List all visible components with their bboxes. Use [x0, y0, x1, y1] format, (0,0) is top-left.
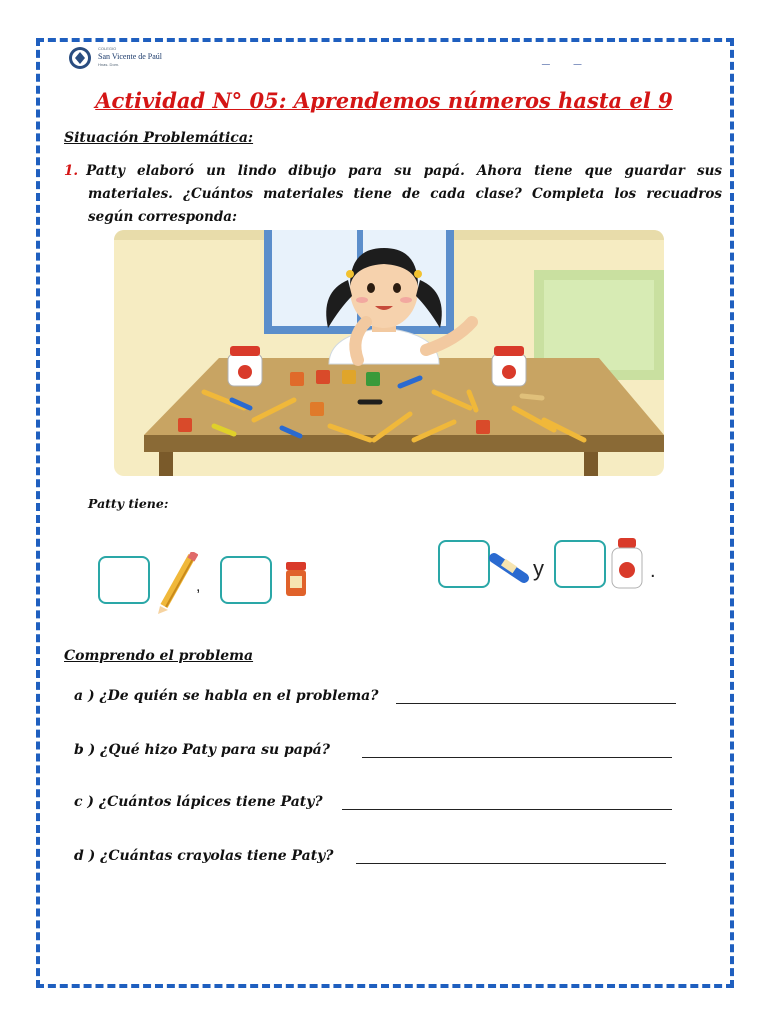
header-marks: _ _ — [542, 50, 592, 66]
question-a-text: ¿De quién se habla en el problema? — [99, 688, 379, 704]
glue-bottle-icon — [610, 538, 644, 590]
question-1-number: 1. — [64, 163, 79, 179]
question-c-label: c ) — [74, 794, 95, 810]
school-top: COLEGIO — [98, 46, 117, 51]
school-name: San Vicente de Paúl — [98, 52, 163, 61]
girl-at-table-illustration — [114, 230, 664, 476]
crayon-icon — [488, 552, 532, 586]
question-d — [74, 848, 684, 864]
answer-line-d[interactable] — [356, 848, 666, 864]
answer-box-pencils[interactable] — [98, 556, 150, 604]
question-b — [74, 742, 684, 758]
school-seal-icon — [68, 46, 92, 70]
answer-line-a[interactable] — [396, 688, 676, 704]
question-1-line3: según corresponda: — [88, 209, 238, 225]
question-1-line1: Patty elaboró un lindo dibujo para su papá. Ahora tiene que guardar sus — [86, 163, 722, 179]
situation-heading: Situación Problemática: — [64, 130, 254, 146]
question-b-label: b ) — [74, 742, 96, 758]
answer-row-end: . — [650, 560, 656, 582]
question-b-text: ¿Qué hizo Paty para su papá? — [100, 742, 330, 758]
school-subtitle: Hnas. Dom. — [98, 62, 120, 67]
paint-jar-icon — [284, 562, 308, 598]
connector-y: y — [533, 556, 544, 581]
answer-box-glue[interactable] — [554, 540, 606, 588]
pencil-icon — [156, 552, 201, 614]
question-a — [74, 688, 684, 704]
question-d-text: ¿Cuántas crayolas tiene Paty? — [100, 848, 334, 864]
question-c — [74, 794, 684, 810]
patty-label: Patty tiene: — [88, 496, 169, 511]
page-title: Actividad N° 05: Aprendemos números hasta el 9 — [95, 88, 673, 113]
question-1-line2: materiales. ¿Cuántos materiales tiene de cada clase? Completa los recuadros — [88, 186, 722, 202]
school-logo — [68, 46, 208, 72]
question-c-text: ¿Cuántos lápices tiene Paty? — [98, 794, 323, 810]
answer-box-crayons[interactable] — [438, 540, 490, 588]
separator-comma: , — [196, 578, 201, 595]
answer-line-b[interactable] — [362, 742, 672, 758]
answer-line-c[interactable] — [342, 794, 672, 810]
answer-box-paints[interactable] — [220, 556, 272, 604]
comprehension-heading: Comprendo el problema — [64, 648, 254, 664]
question-d-label: d ) — [74, 848, 96, 864]
question-1 — [64, 160, 722, 229]
question-a-label: a ) — [74, 688, 95, 704]
